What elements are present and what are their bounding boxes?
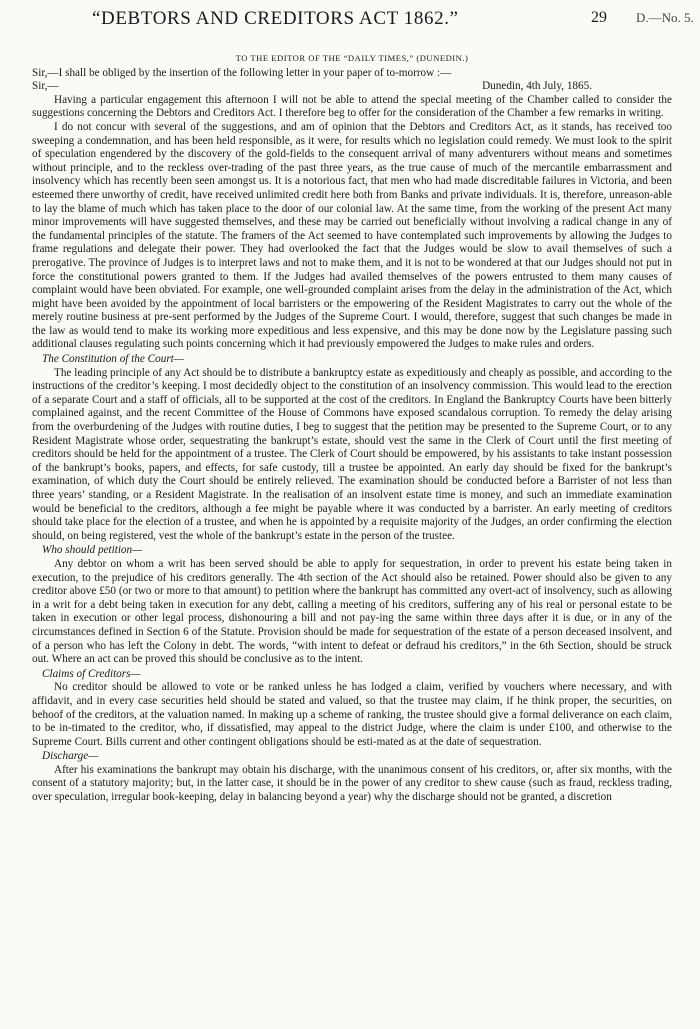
- heading-claims-of-creditors: Claims of Creditors—: [42, 667, 141, 680]
- paragraph-petition: Any debtor on whom a writ has been served should be able to apply for sequestration, in order to prevent his estate being taken in execution, to the prejudice of his creditors generally. The 4th section of the Act should also be retained. Power should also be given to any creditor above £50 (or two or more to that amount) to petition where the bankrupt has committed any overt-act of insolvency, such as allowing in a writ for a debt being taken in execution for any debt, calling a meeting of his creditors, suffering any of his real or personal estate to be taken in execution or other legal process, dishonouring a bill and not pay-ing the same within three days after it is due, or in any of the circumstances defined in Section 6 of the Statute. Provision should be made for sequestration of the estate of a person deceased insolvent, and of a person who has left the Colony in debt. The words, “with intent to defeat or defraud his creditors,” in the 6th Section, should be struck out. Where an act can be proved this should be conclusive as to the intent.: [32, 557, 672, 666]
- letter-intro: Sir,—I shall be obliged by the insertion of the following letter in your paper of to-morrow :—: [32, 66, 452, 79]
- paragraph-constitution: The leading principle of any Act should be to distribute a bankruptcy estate as expeditiously and cheaply as possible, and according to the instructions of the creditor’s keeping. I most decidedly object to the constitution of an insolvency commission. This would lead to the erection of a separate Court and a staff of officials, all to be supported at the cost of the creditors. In England the Bankruptcy Courts have been bitterly complained against, and the recent Committee of the House of Commons have exposed scandalous corruption. To remedy the delay arising from the overburdening of the Judges with routine duties, I beg to suggest that the petition may be presented to the Supreme Court, or to any Resident Magistrate whose order, sequestrating the bankrupt’s estate, should vest the same in the Clerk of Court until the first meeting of creditors should be held for the appointment of a trustee. The Clerk of Court should be empowered, by his assistants to take instant possession of the bankrupt’s books, papers, and effects, for safe custody, till a trustee be appointed. An early day should be fixed for the bankrupt’s examination, of which duty the Court should be entirely relieved. The examination should be conducted before a Barrister of not less than three years’ standing, or a Resident Magistrate. In the realisation of an insolvent estate time is money, and such an immediate examination would be beneficial to the creditors, although a fee might be payable where it was conducted by a barrister. An early meeting of creditors should take place for the election of a trustee, and when he is appointed by a requisite majority of the Judges, an order confirming the election should, on being registered, vest the whole of the bankrupt’s estate in the person of the trustee.: [32, 366, 672, 542]
- paragraph-opinion: I do not concur with several of the suggestions, and am of opinion that the Debtors and Creditors Act, as it stands, has received too sweeping a condemnation, and has been held responsible, as it were, for results which no legislation could remedy. We must look to the spirit of speculation engendered by the discovery of the gold-fields to the consequent arrival of many adventurers without means and sometimes without principle, and to the reckless over-trading of the past three years, as the true cause of much of the mercantile embarrassment and insolvency which has recently been seen amongst us. It is a notorious fact, that men who had made discreditable failures in Victoria, and been esteemed there unworthy of credit, have received unlimited credit here both from Banks and private individuals. It is, therefore, unreason-able to lay the blame of much which has taken place to the door of our colonial law. At the same time, from the working of the present Act many minor improvements will have suggested themselves, and these may be carried out beneficially without involving a radical change in any of the fundamental principles of the statute. The framers of the Act seemed to have contemplated such improvements by allowing the Judges to frame regulations and delegate their power. They had overlooked the fact that the Judges would be slow to avail themselves of such a prerogative. The province of Judges is to interpret laws and not to make them, and it is not to be wondered at that our Judges should not put in force the constitutional powers granted to them. If the Judges had availed themselves of the powers entrusted to them many causes of complaint would have been obviated. For example, one well-grounded complaint arises from the delay in the administration of the Act, which might have been avoided by the appointment of local barristers or the empowering of the Resident Magistrates to carry out the whole of the merely routine business at pre-sent performed by the Judges of the Supreme Court. I would, therefore, suggest that such changes be made in the law as would tend to make its working more expeditious and less expensive, and this may be done now by the Legislature passing such additional clauses regulating such points concerning which it had previously empowered the Judges to make rules and orders.: [32, 120, 672, 351]
- heading-constitution-of-court: The Constitution of the Court—: [42, 353, 184, 366]
- salutation-row: [32, 80, 672, 94]
- editor-address: TO THE EDITOR OF THE “DAILY TIMES,” (DUNEDIN.): [235, 53, 469, 63]
- heading-who-should-petition: Who should petition—: [42, 544, 143, 557]
- page-header: [0, 8, 700, 32]
- document-reference: D.—No. 5.: [636, 10, 694, 25]
- paragraph-engagement: Having a particular engagement this afternoon I will not be able to attend the special meeting of the Chamber called to consider the suggestions concerning the Debtors and Creditors Act. I therefore beg to offer for the consideration of the Chamber a few remarks in writing.: [32, 93, 672, 120]
- dateline: Dunedin, 4th July, 1865.: [482, 80, 592, 93]
- heading-discharge: Discharge—: [42, 750, 99, 763]
- paragraph-discharge: After his examinations the bankrupt may obtain his discharge, with the unanimous consent of his creditors, or, after six months, with the consent of a statutory majority; but, in the latter case, it should be in the power of any creditor to shew cause (such as fraud, reckless trading, over speculation, irregular book-keeping, delay in balancing beyond a year) why the discharge should not be granted, a discretion: [32, 763, 672, 804]
- letter-body: [32, 52, 672, 805]
- salutation: Sir,—: [32, 80, 59, 93]
- paragraph-claims: No creditor should be allowed to vote or be ranked unless he has lodged a claim, verified by vouchers where necessary, and with affidavit, and in every case securities held should be stated and valued, so that the trustee may claim, if he think proper, the securities, on behoof of the creditors, at the valuation named. In making up a scheme of ranking, the trustee should give a formal deliverance on each claim, to be in-timated to the creditor, who, if dissatisfied, may appeal to the district Judge, where the claim is under £100, and otherwise to the Supreme Court. Bills current and other contingent obligations should be esti-mated as at the date of sequestration.: [32, 681, 672, 748]
- running-title: “DEBTORS AND CREDITORS ACT 1862.”: [92, 8, 459, 29]
- page-number: 29: [591, 9, 607, 26]
